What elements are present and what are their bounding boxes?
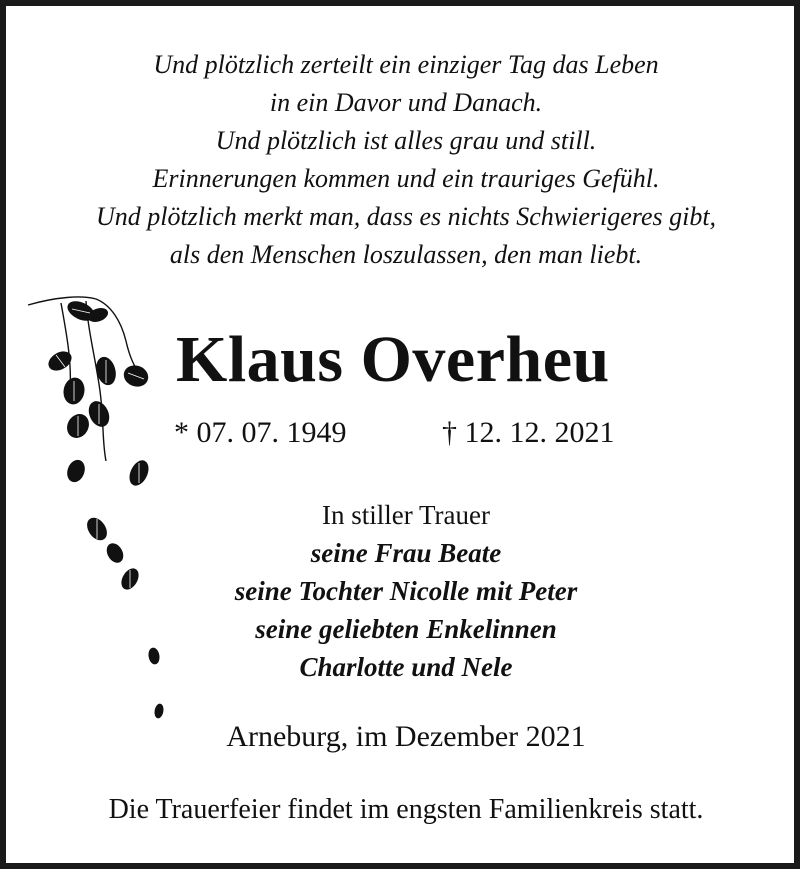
mourner-line: seine Tochter Nicolle mit Peter [234, 576, 578, 606]
mourner-line: Charlotte und Nele [299, 652, 513, 682]
death-date: † 12. 12. 2021 [442, 416, 615, 449]
poem-line: als den Menschen loszulassen, den man liebt. [169, 240, 643, 269]
birch-branch-icon [26, 291, 166, 751]
birth-date: * 07. 07. 1949 [174, 416, 347, 449]
poem-line: Und plötzlich ist alles grau und still. [215, 126, 597, 155]
mourner-line: seine Frau Beate [310, 538, 502, 568]
deceased-name: Klaus Overheu [176, 323, 610, 396]
mourning-intro: In stiller Trauer [322, 500, 490, 530]
mourner-line: seine geliebten Enkelinnen [255, 614, 557, 644]
place-date: Arneburg, im Dezember 2021 [226, 720, 586, 753]
poem [6, 46, 800, 274]
poem-line: Und plötzlich zerteilt ein einziger Tag das Leben [153, 50, 659, 79]
poem-line: in ein Davor und Danach. [269, 88, 543, 117]
mourners-block [156, 496, 656, 686]
funeral-note: Die Trauerfeier findet im engsten Familienkreis statt. [108, 794, 704, 825]
poem-line: Erinnerungen kommen und ein trauriges Gefühl. [152, 164, 660, 193]
poem-line: Und plötzlich merkt man, dass es nichts Schwierigeres gibt, [95, 202, 717, 231]
